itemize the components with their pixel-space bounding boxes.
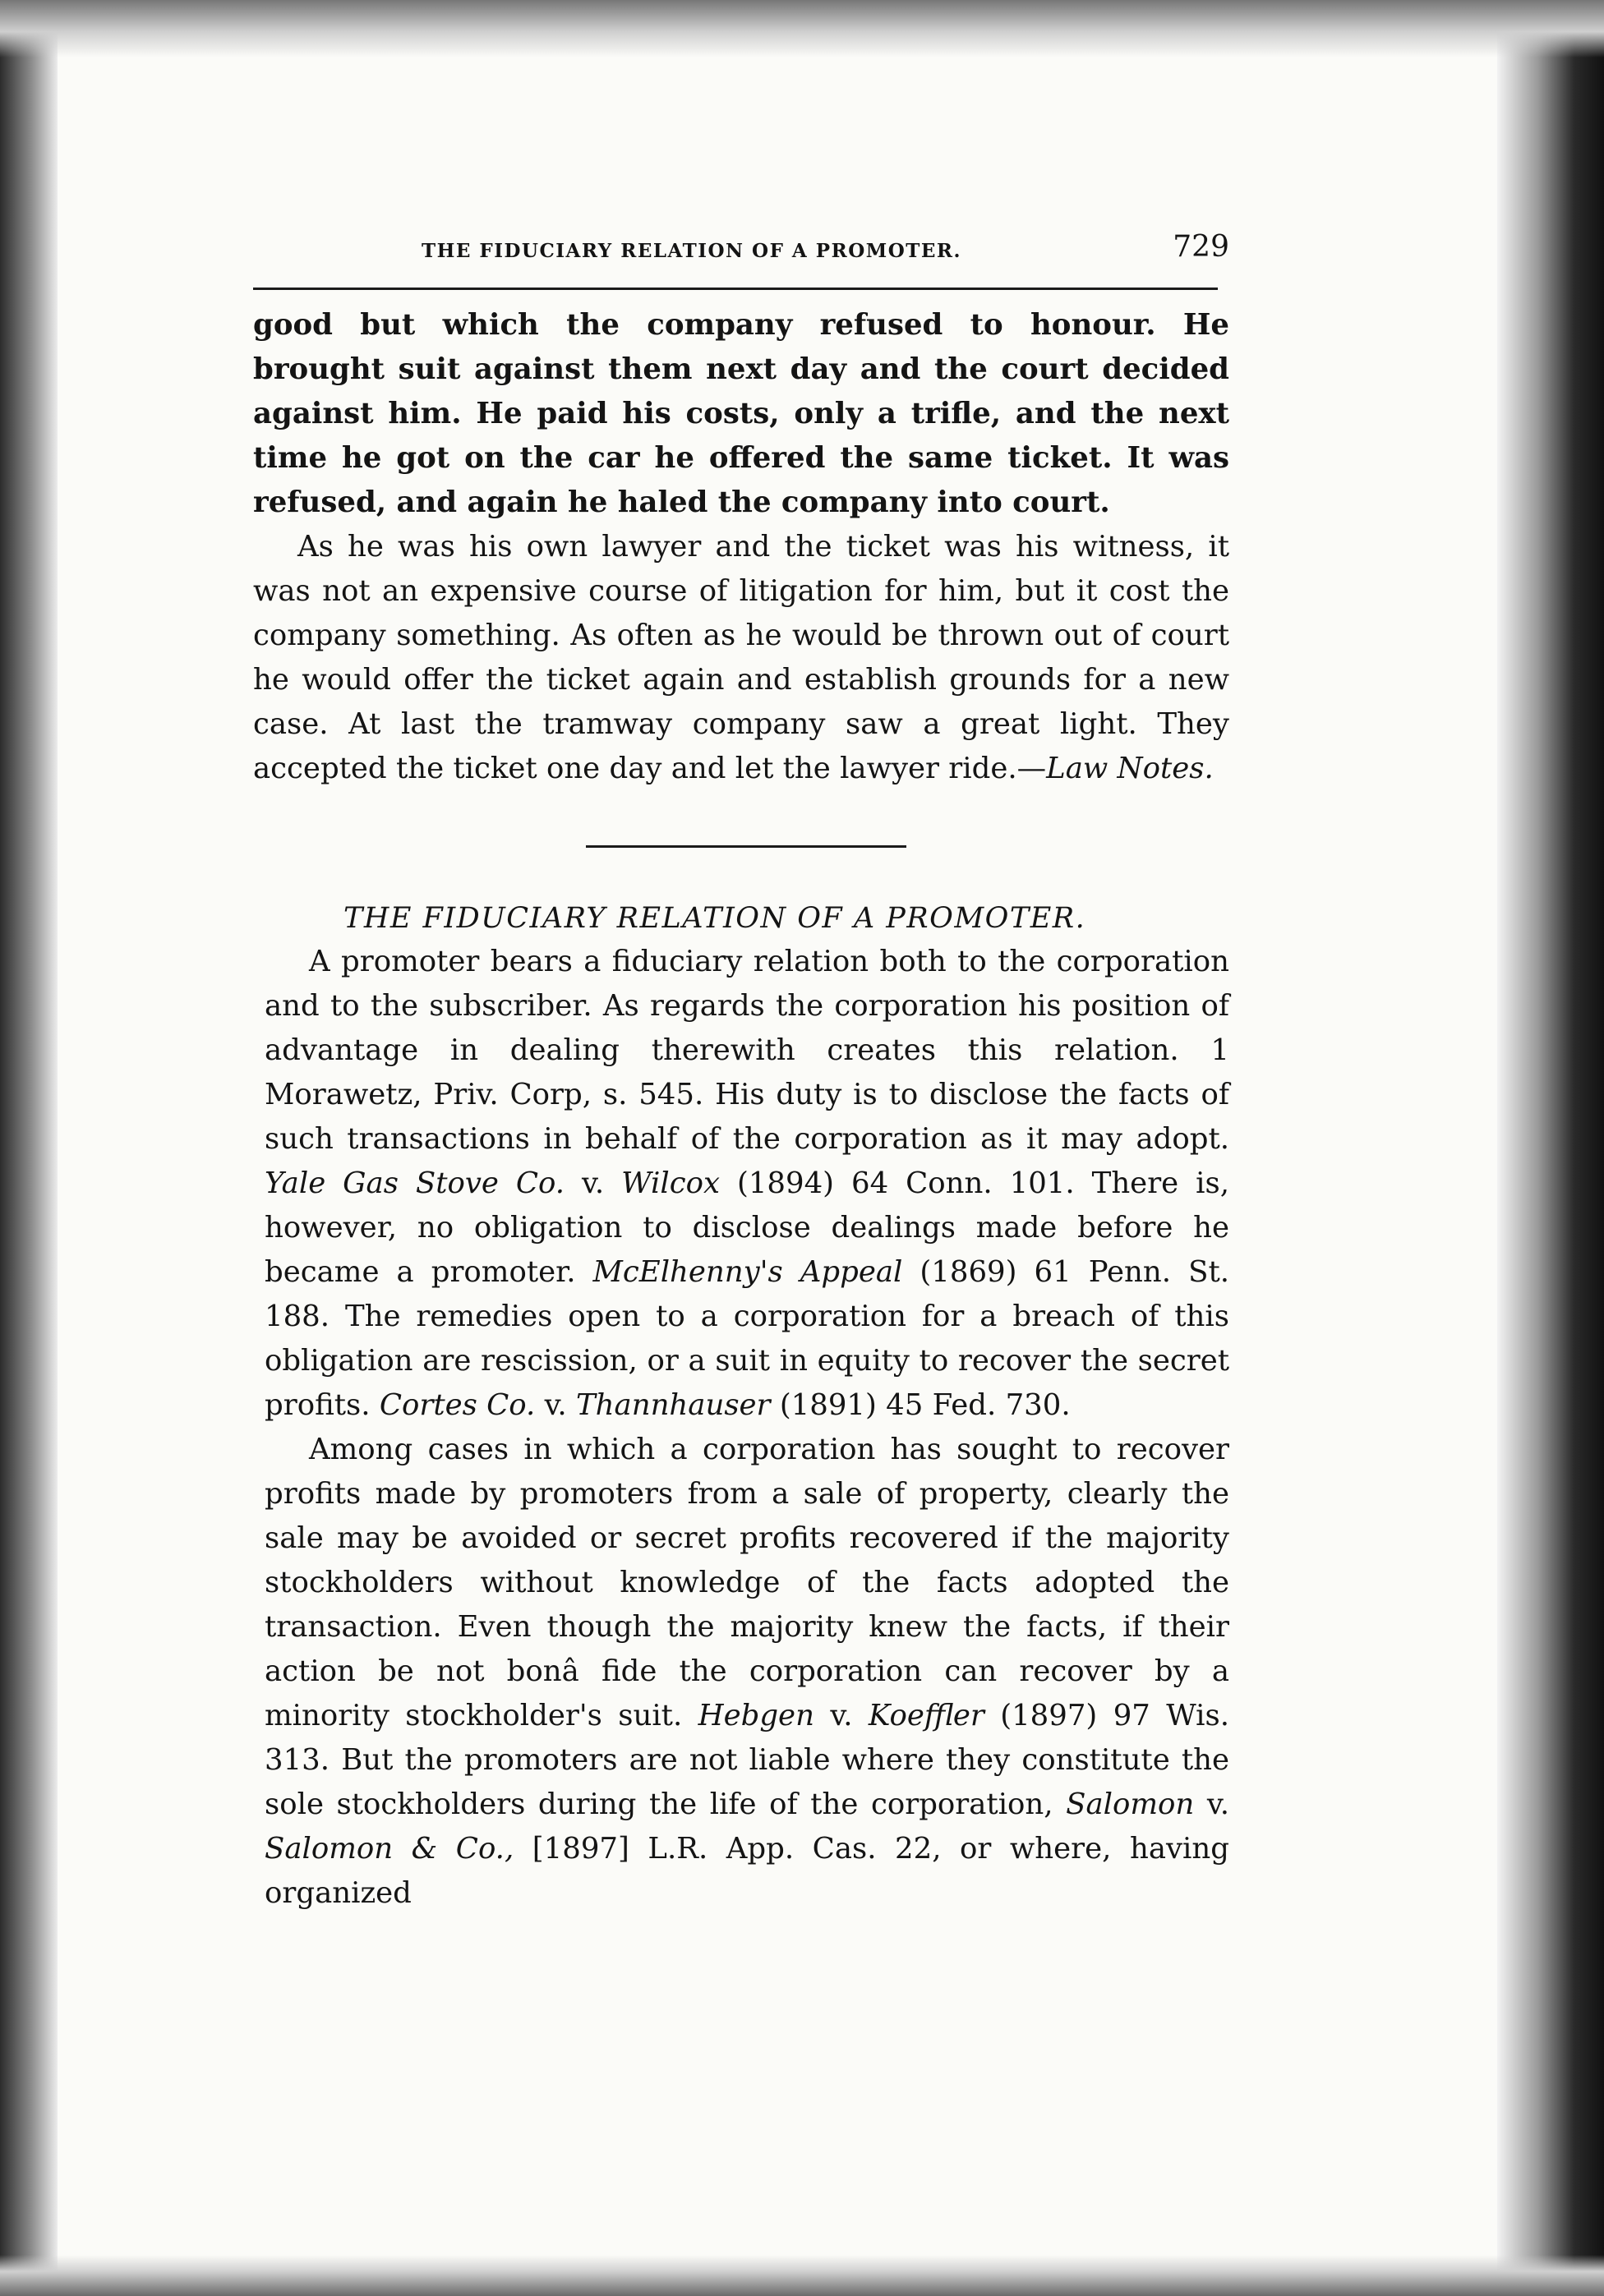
article-paragraph-1 (265, 940, 1229, 1428)
scan-border-right (1497, 0, 1604, 2296)
article-title: THE FIDUCIARY RELATION OF A PROMOTER. (343, 902, 1086, 935)
article-section (265, 902, 1229, 1916)
section-divider (586, 845, 906, 848)
paragraph-lawyer-ticket-text: As he was his own lawyer and the ticket was his witness, it was not an expensive course of litigation for him, but it cost the company something. As often as he would be thrown out of court he would offer the ticket again and establish grounds for a new case. At last the tramway company saw a great light. They accepted the ticket one day and let the lawyer ride.— (253, 530, 1229, 785)
case-name: McElhenny's Appeal (592, 1255, 903, 1289)
text-run: (1897) 97 Wis. 313. But the promoters are not liable where they constitute the sole stockholders during the life of the corporation, (265, 1699, 1229, 1821)
case-name: Cortes Co. (379, 1388, 536, 1422)
paragraph-lawyer-ticket (253, 525, 1229, 791)
case-name: Koeffler (868, 1699, 984, 1732)
text-run: (1869) 61 Penn. St. 188. The remedies open to a corporation for a breach of this obligation are rescission, or a suit in equity to recover the secret profits. (265, 1255, 1230, 1422)
scan-border-left (0, 0, 58, 2296)
source-citation: Law Notes. (1046, 752, 1214, 785)
article-paragraph-2 (265, 1428, 1229, 1916)
text-run: A promoter bears a fiduciary relation both to the corporation and to the subscriber. As regards the corporation his position of advantage in dealing therewith creates this relation. 1 Morawetz, Priv. Corp, s. 545. His duty is to disclose the facts of such transactions in behalf of the corporation as it may adopt. (265, 945, 1229, 1156)
text-run: v. (565, 1166, 622, 1200)
case-name: Salomon & Co., (265, 1832, 514, 1866)
text-run: v. (1194, 1788, 1229, 1821)
case-name: Hebgen (698, 1699, 814, 1732)
case-name: Salomon (1066, 1788, 1195, 1821)
paragraph-continuation: good but which the company refused to honour. He brought suit against them next day and the court decided against him. He paid his costs, only a trifle, and the next time he got on the car he offered the same ticket. It was refused, and again he haled the company into court. (253, 308, 1229, 519)
page-content (253, 215, 1229, 1916)
case-name: Thannhauser (576, 1388, 771, 1422)
scan-border-top (0, 0, 1604, 58)
text-run: (1891) 45 Fed. 730. (770, 1388, 1071, 1422)
header-rule (253, 288, 1218, 290)
text-run: [1897] L.R. App. Cas. 22, or where, having organized (265, 1832, 1229, 1910)
scan-border-bottom (0, 2255, 1604, 2296)
text-run: (1894) 64 Conn. 101. There is, however, no obligation to disclose dealings made before he became a promoter. (265, 1166, 1229, 1289)
case-name: Wilcox (621, 1166, 720, 1200)
text-run: Among cases in which a corporation has sought to recover profits made by promoters from a sale of property, clearly the sale may be avoided or secret profits recovered if the majority stockholders without knowledge of the facts adopted the transaction. Even though the majority knew the facts, if their action be not bonâ fide the corporation can recover by a minority stockholder's suit. (265, 1433, 1229, 1732)
case-name: Yale Gas Stove Co. (265, 1166, 565, 1200)
text-run: v. (535, 1388, 576, 1422)
running-head-title: THE FIDUCIARY RELATION OF A PROMOTER. (422, 240, 961, 262)
page-number: 729 (1173, 230, 1229, 264)
text-run: v. (814, 1699, 869, 1732)
running-head (253, 215, 1229, 263)
